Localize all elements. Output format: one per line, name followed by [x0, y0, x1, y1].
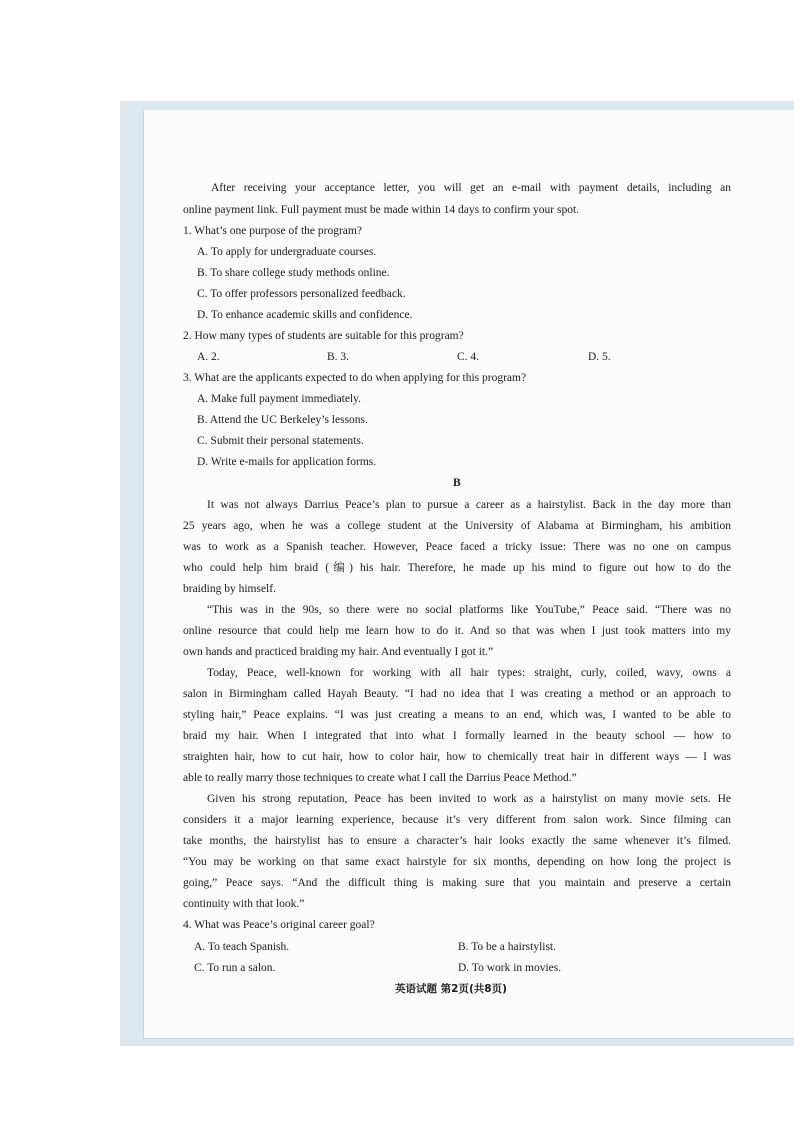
question-3-option-a: A. Make full payment immediately. [197, 393, 362, 405]
question-3-option-d: D. Write e-mails for application forms. [197, 456, 377, 468]
question-2-option-d: D. 5. [588, 351, 611, 363]
passage-b-line: braid my hair. When I integrated that into what I formally learned in the beauty school — how to [183, 730, 731, 742]
passage-b-line: online resource that could help me learn how to do it. And so that was when I just took matters into my [183, 625, 731, 637]
section-b-heading: B [453, 477, 461, 489]
passage-b-line: own hands and practiced braiding my hair. And eventually I got it.” [183, 646, 494, 658]
question-3-stem: 3. What are the applicants expected to do when applying for this program? [183, 372, 527, 384]
passage-a-line: After receiving your acceptance letter, you will get an e-mail with payment details, including an [211, 182, 731, 194]
question-1-option-a: A. To apply for undergraduate courses. [197, 246, 377, 258]
passage-b-line: who could help him braid (编) his hair. Therefore, he made up his mind to figure out how to do the [183, 562, 731, 574]
question-1-stem: 1. What’s one purpose of the program? [183, 225, 362, 237]
question-2-option-a: A. 2. [197, 351, 220, 363]
question-3-option-c: C. Submit their personal statements. [197, 435, 364, 447]
question-2-option-c: C. 4. [457, 351, 480, 363]
passage-b-line: 25 years ago, when he was a college student at the University of Alabama at Birmingham, his ambition [183, 520, 731, 532]
page-footer: 英语试题 第2页(共8页) [395, 983, 507, 995]
passage-b-line: considers it a major learning experience, because it’s very different from salon work. Since filming can [183, 814, 731, 826]
question-4-option-b: B. To be a hairstylist. [458, 941, 557, 953]
question-2-stem: 2. How many types of students are suitable for this program? [183, 330, 464, 342]
question-4-stem: 4. What was Peace’s original career goal? [183, 919, 375, 931]
passage-b-line: continuity with that look.” [183, 898, 305, 910]
passage-b-line: was to work as a Spanish teacher. However, Peace faced a tricky issue: There was no one on campus [183, 541, 731, 553]
question-3-option-b: B. Attend the UC Berkeley’s lessons. [197, 414, 368, 426]
passage-b-line: “You may be working on that same exact hairstyle for six months, depending on how long the project is [183, 856, 731, 868]
passage-b-line: take months, the hairstylist has to ensure a character’s hair looks exactly the same whenever it’s filmed. [183, 835, 731, 847]
question-1-option-d: D. To enhance academic skills and confidence. [197, 309, 413, 321]
passage-b-line: “This was in the 90s, so there were no social platforms like YouTube,” Peace said. “There was no [207, 604, 731, 616]
passage-b-line: Given his strong reputation, Peace has been invited to work as a hairstylist on many movie sets. He [207, 793, 731, 805]
question-1-option-c: C. To offer professors personalized feedback. [197, 288, 406, 300]
question-4-option-a: A. To teach Spanish. [194, 941, 290, 953]
passage-b-line: It was not always Darrius Peace’s plan to pursue a career as a hairstylist. Back in the day more than [207, 499, 731, 511]
question-4-option-c: C. To run a salon. [194, 962, 276, 974]
passage-b-line: straighten hair, how to cut hair, how to color hair, how to chemically treat hair in different ways — I was [183, 751, 731, 763]
passage-b-line: able to really marry those techniques to create what I call the Darrius Peace Method.” [183, 772, 577, 784]
question-2-option-b: B. 3. [327, 351, 350, 363]
passage-b-line: styling hair,” Peace explains. “I was just creating a means to an end, which was, I wanted to be able to [183, 709, 731, 721]
question-1-option-b: B. To share college study methods online. [197, 267, 390, 279]
passage-b-line: Today, Peace, well-known for working with all hair types: straight, curly, coiled, wavy, owns a [207, 667, 731, 679]
question-4-option-d: D. To work in movies. [458, 962, 562, 974]
passage-b-line: braiding by himself. [183, 583, 276, 595]
passage-a-line: online payment link. Full payment must be made within 14 days to confirm your spot. [183, 204, 580, 216]
passage-b-line: going,” Peace says. “And the difficult thing is making sure that you maintain and preserve a certain [183, 877, 731, 889]
passage-b-line: salon in Birmingham called Hayah Beauty. “I had no idea that I was creating a method or an approach to [183, 688, 731, 700]
